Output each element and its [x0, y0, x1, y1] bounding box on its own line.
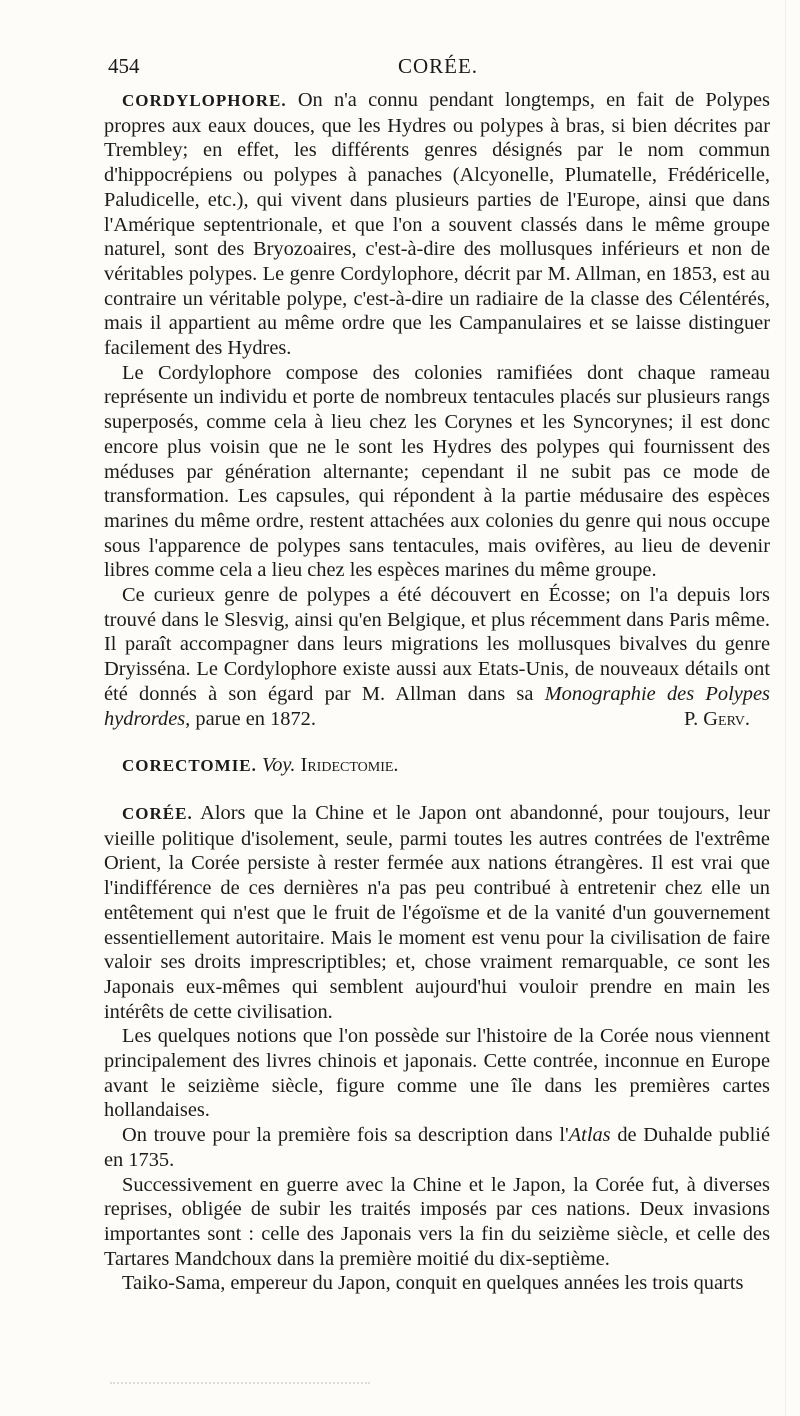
voy-label: Voy.: [262, 754, 296, 777]
signature-text: P. Gerv.: [684, 707, 750, 730]
cordylophore-text-3a: Ce curieux genre de polypes a été découvert en Écosse; on l'a depuis lors trouvé dans le Slesvig, ainsi qu'en Belgique, et plus récemment dans Paris même. Il paraît accompagner dans leurs migrations les mollusques bivalves du genre Dryisséna. Le Cordylophore existe aussi aux Etats-Unis, de nouveaux détails ont été donnés à son égard par M. Allman dans sa: [104, 584, 770, 705]
cross-reference: Iridectomie.: [300, 754, 399, 777]
page-header: [108, 54, 768, 82]
cordylophore-text-1: On n'a connu pendant longtemps, en fait de Polypes propres aux eaux douces, que les Hydres ou polypes à bras, si bien décrites par Trembley; en effet, les différents genres désignés par le nom commun d'hippocrépiens ou polypes à panaches (Alcyonelle, Plumatelle, Frédéricelle, Paludicelle, etc.), qui vivent dans plusieurs parties de l'Europe, ainsi que dans l'Amérique septentrionale, et que l'on a souvent classés dans le même groupe naturel, sont des Bryozoaires, c'est-à-dire des mollusques inférieurs et non de véritables polypes. Le genre Cordylophore, décrit par M. Allman, en 1853, est au contraire un véritable polype, c'est-à-dire un radiaire de la classe des Célentérés, mais il appartient au même ordre que les Campanulaires et se laisse distinguer facilement des Hydres.: [104, 89, 770, 360]
entry-coree-p5: Taiko-Sama, empereur du Japon, conquit en quelques années les trois quarts: [122, 1272, 744, 1295]
cordylophore-text-3b: parue en 1872.: [190, 707, 316, 730]
entry-coree-p3: [104, 1123, 770, 1172]
entry-cordylophore-p2: Le Cordylophore compose des colonies ramifiées dont chaque rameau représente un individu et porte de nombreux tentacules placés sur plusieurs rangs superposés, comme cela à lieu chez les Corynes et les Syncorynes; il est donc encore plus voisin que ne le sont les Hydres des polypes qui fournissent des méduses par génération alternante; cependant il ne subit pas ce mode de transformation. Les capsules, qui répondent à la partie médusaire des espèces marines du même ordre, restent attachées aux colonies du genre qui nous occupe sous l'apparence de polypes sans tentacules, mais ovifères, au lieu de devenir libres comme cela a lieu chez les espèces marines du même groupe.: [104, 361, 770, 582]
running-title: CORÉE.: [397, 54, 479, 78]
headword-corectomie: CORECTOMIE.: [122, 756, 257, 776]
coree-text-3b: de Duhalde publié en 1735.: [104, 1124, 770, 1171]
entry-cordylophore-p1: [104, 88, 770, 361]
page-edge: [785, 0, 786, 1416]
print-specks: [110, 1382, 370, 1390]
headword-coree: CORÉE.: [122, 804, 193, 823]
entry-corectomie: [104, 753, 770, 779]
entry-coree-p2: Les quelques notions que l'on possède sur l'histoire de la Corée nous viennent principalement des livres chinois et japonais. Cette contrée, inconnue en Europe avant le seizième siècle, figure comme une île dans les premières cartes hollandaises.: [104, 1025, 770, 1122]
entry-coree-p1: [104, 801, 770, 1024]
coree-atlas-italic: Atlas: [568, 1124, 611, 1147]
page-number: 454: [108, 54, 140, 78]
entry-coree-p4: Successivement en guerre avec la Chine et le Japon, la Corée fut, à diverses reprises, obligée de subir les traités imposés par ces nations. Deux invasions importantes sont : celle des Japonais vers la fin du seizième siècle, et celle des Tartares Mandchoux dans la première moitié du dix-septième.: [104, 1173, 770, 1270]
text-column: [104, 88, 770, 1296]
coree-text-3a: On trouve pour la première fois sa description dans l': [122, 1124, 569, 1147]
cordylophore-title-italic: Monographie des Polypes hydrordes,: [104, 682, 770, 730]
headword-cordylophore: CORDYLOPHORE.: [122, 91, 287, 110]
coree-text-1: Alors que la Chine et le Japon ont abandonné, pour toujours, leur vieille politique d'isolement, seule, parmi toutes les autres contrées de l'extrême Orient, la Corée persiste à rester fermée aux nations étrangères. Il est vrai que l'indifférence de ces dernières n'a pas peu contribué à entretenir chez elle un entêtement qui n'est que le fruit de l'égoïsme et de la vanité d'un gouvernement essentiellement autoritaire. Mais le moment est venu pour la civilisation de faire valoir ses droits imprescriptibles; et, chose vraiment remarquable, ce sont les Japonais eux-mêmes qui semblent aujourd'hui vouloir prendre en main les intérêts de cette civilisation.: [104, 802, 770, 1023]
